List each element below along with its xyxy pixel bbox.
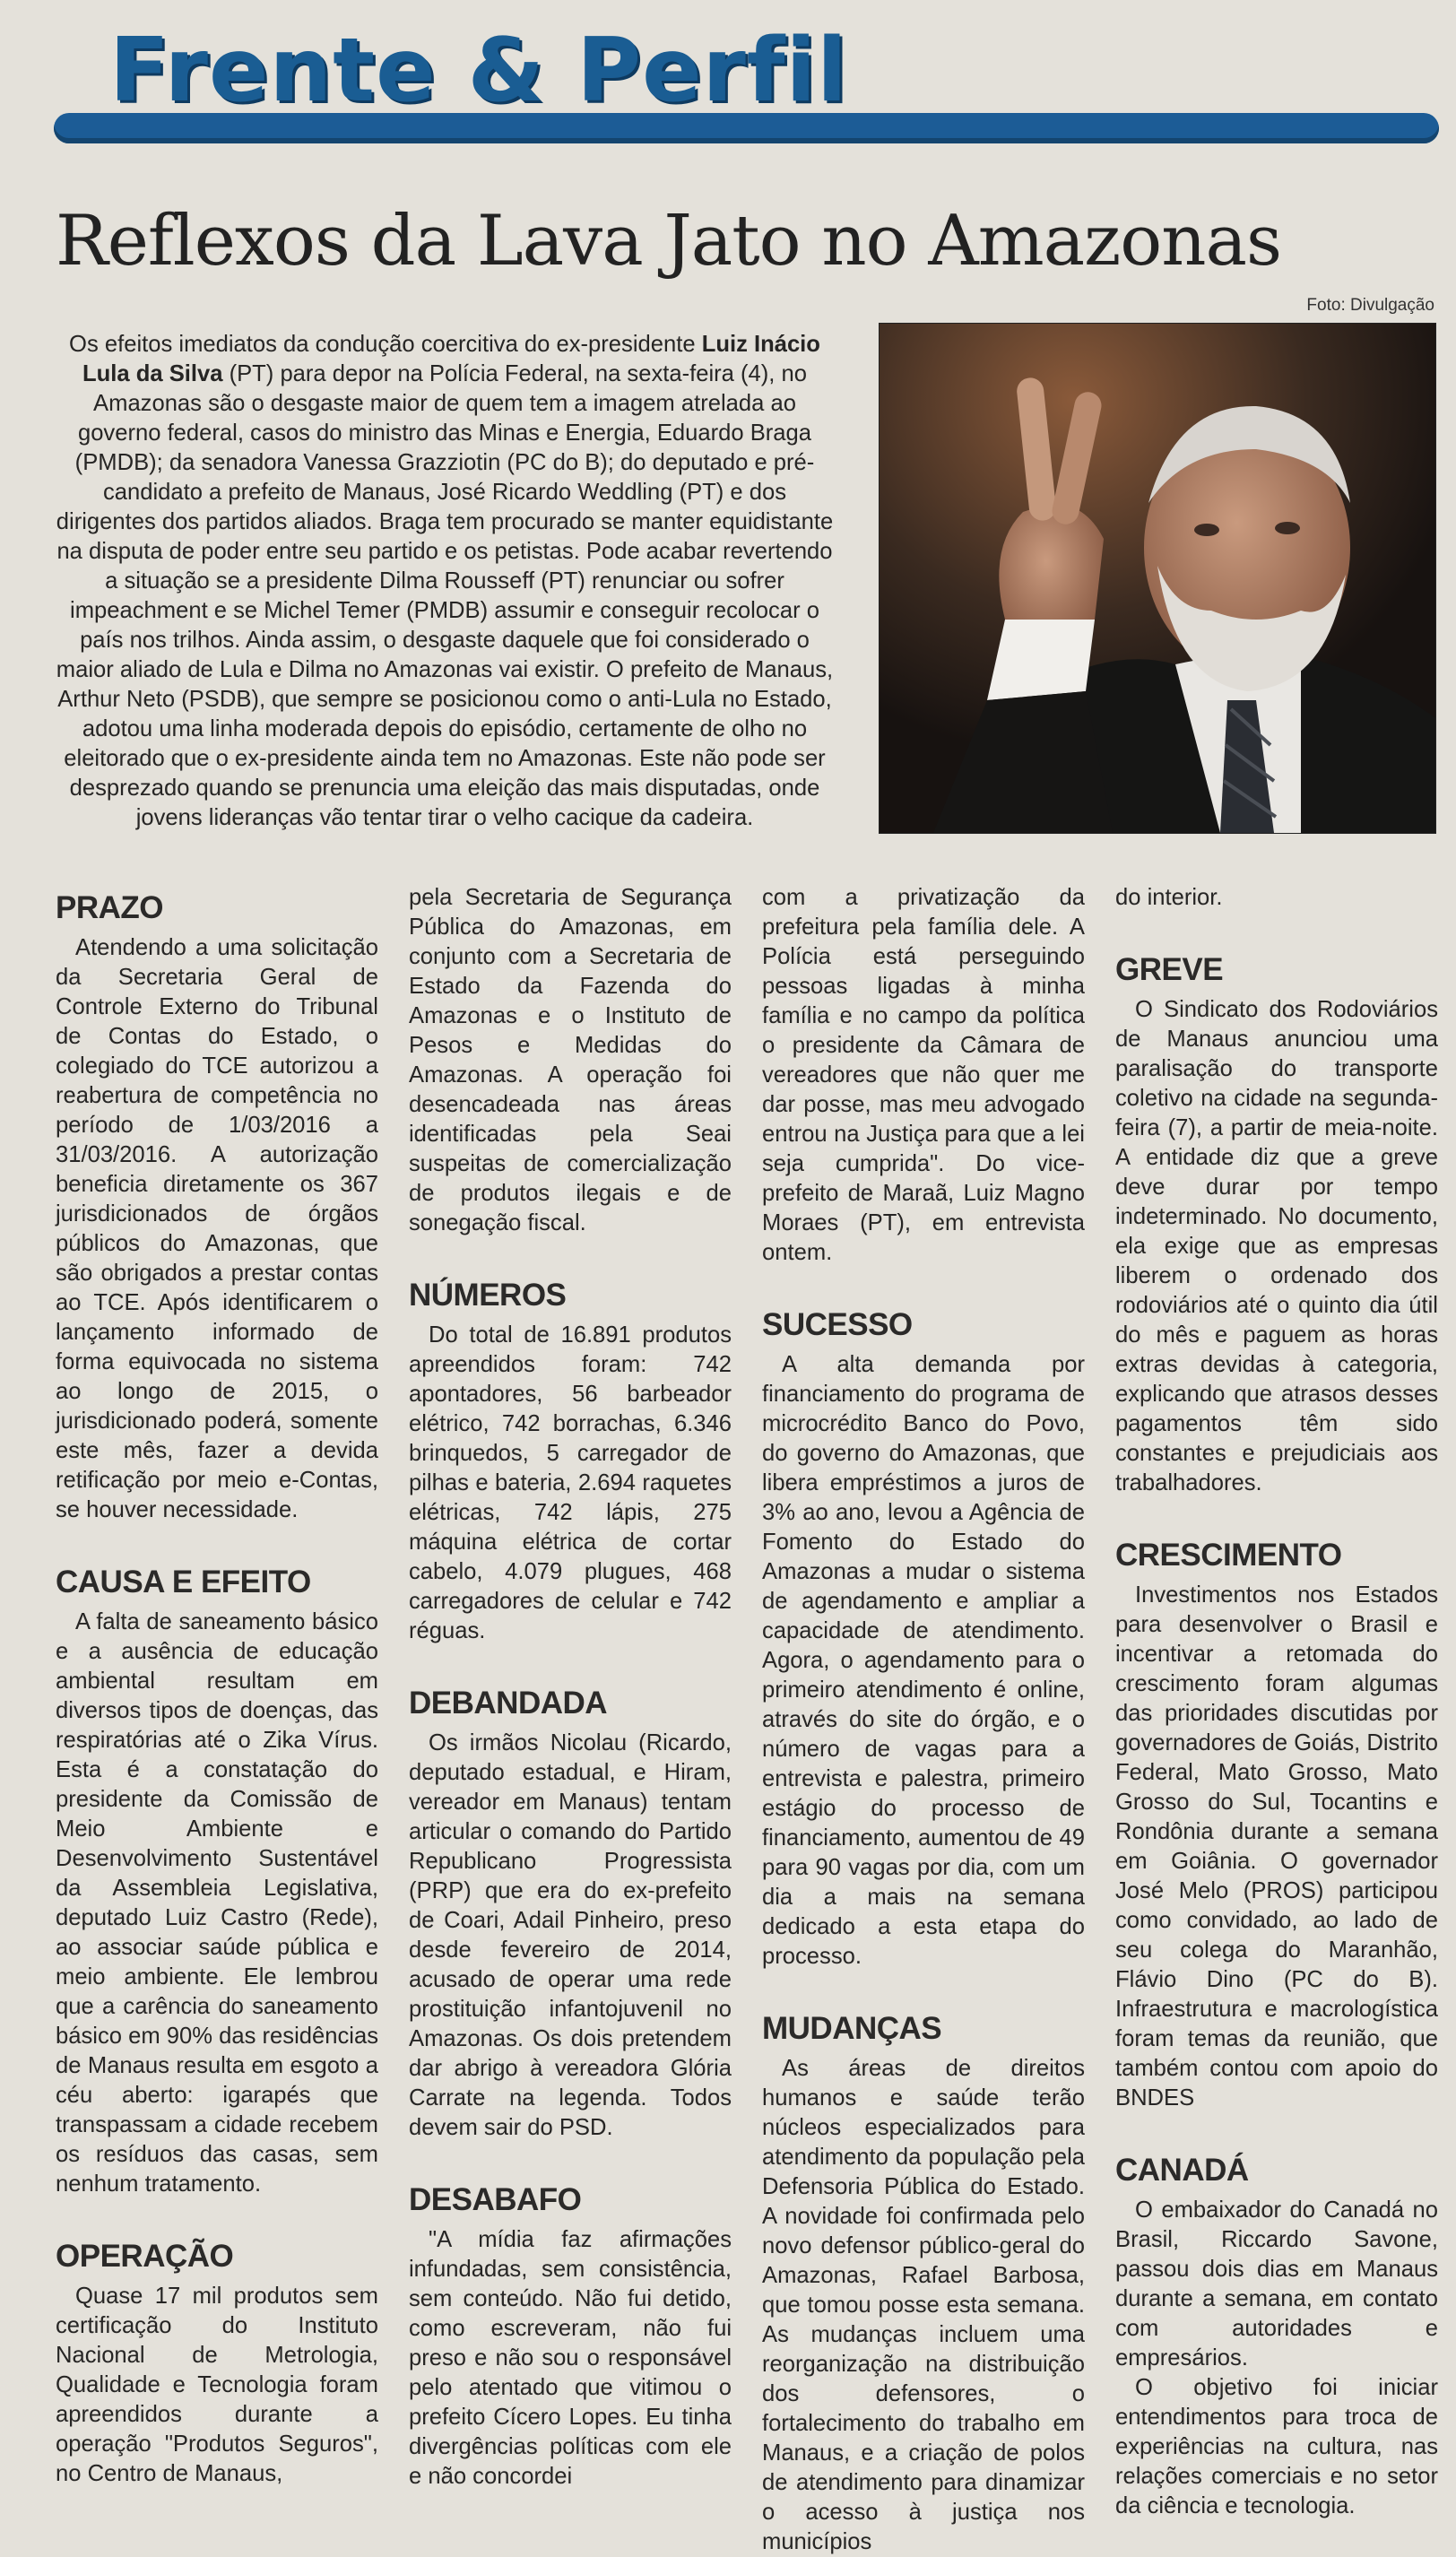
text-prazo: Atendendo a uma solicitação da Secretaria Geral de Controle Externo do Tribunal de Contas do Estado, o colegiado do TCE autorizou a reabertura de competência no período de 1/03/2016 a 31/03/2016. A autorização beneficia diretamente os 367 jurisdicionados de órgãos públicos do Amazonas, que são obrigados a prestar contas ao TCE. Após identificarem o lançamento informado de forma equivocada no sistema ao longo de 2015, o jurisdicionado poderá, somente este mês, fazer a devida retificação por meio e-Contas, se houver necessidade. — [56, 935, 378, 1522]
heading-desabafo: DESABAFO — [409, 2182, 582, 2217]
lead-paragraph — [56, 330, 834, 833]
text-debandada: Os irmãos Nicolau (Ricardo, deputado estadual, e Hiram, vereador em Manaus) tentam articular o comando do Partido Republicano Progressista (PRP) que era do ex-prefeito de Coari, Adail Pinheiro, preso desde fevereiro de 2014, acusado de operar uma rede prostituição infantojuvenil no Amazonas. Os dois pretendem dar abrigo à vereadora Glória Carrate na legenda. Todos devem sair do PSD. — [409, 1730, 732, 2140]
text-causa: A falta de saneamento básico e a ausência de educação ambiental resultam em diversos tipos de doenças, das respiratórias até o Zika Vírus. Esta é a constatação do presidente da Comissão de Meio Ambiente e Desenvolvimento Sustentável da Assembleia Legislativa, deputado Luiz Castro (Rede), ao associar saúde pública e meio ambiente. Ele lembrou que a carência do saneamento básico em 90% das residências de Manaus resulta em esgoto a céu aberto: igarapés que transpassam a cidade recebem os resíduos das casas, sem nenhum tratamento. — [56, 1609, 378, 2197]
column-2 — [409, 883, 732, 2492]
heading-mudancas: MUDANÇAS — [762, 2011, 942, 2046]
heading-crescimento: CRESCIMENTO — [1115, 1538, 1342, 1573]
heading-causa: CAUSA E EFEITO — [56, 1565, 311, 1599]
heading-operacao: OPERAÇÃO — [56, 2239, 234, 2274]
text-canada: O embaixador do Canadá no Brasil, Riccardo Savone, passou dois dias em Manaus durante a semana, em contato com autoridades e empresários. — [1115, 2197, 1438, 2371]
heading-prazo: PRAZO — [56, 890, 163, 925]
text-desabafo: "A mídia faz afirmações infundadas, sem consistência, sem conteúdo. Não fui detido, como escreveram, não fui preso e não sou o responsável pelo atentado que vitimou o prefeito Cícero Lopes. Eu tinha divergências políticas com ele e não concordei — [409, 2227, 732, 2489]
text-desabafo-continued: com a privatização da prefeitura pela família dele. A Polícia está perseguindo pessoas ligadas à minha família e no campo da política o presidente da Câmara de vereadores que não quer me dar posse, mas meu advogado entrou na Justiça para que a lei seja cumprida". Do vice-prefeito de Maraã, Luiz Magno Moraes (PT), em entrevista ontem. — [762, 885, 1085, 1265]
heading-sucesso: SUCESSO — [762, 1307, 913, 1342]
text-mudancas-continued: do interior. — [1115, 885, 1223, 910]
column-3 — [762, 883, 1085, 2557]
photo-credit: Foto: Divulgação — [1306, 296, 1434, 315]
text-operacao: Quase 17 mil produtos sem certificação do Instituto Nacional de Metrologia, Qualidade e Tecnologia foram apreendidos durante a operação "Produtos Seguros", no Centro de Manaus, — [56, 2284, 378, 2486]
heading-numeros: NÚMEROS — [409, 1278, 567, 1313]
lula-photo — [879, 323, 1436, 834]
text-greve: O Sindicato dos Rodoviários de Manaus anunciou uma paralisação do transporte coletivo na cidade na segunda-feira (7), a partir de meia-noite. A entidade diz que a greve deve durar por tempo indeterminado. No documento, ela exige que as empresas liberem o ordenado dos rodoviários até o quinto dia útil do mês e paguem as horas extras devidas à categoria, explicando que atrasos desses pagamentos têm sido constantes e prejudiciais aos trabalhadores. — [1115, 997, 1438, 1495]
lead-post: (PT) para depor na Polícia Federal, na sexta-feira (4), no Amazonas são o desgaste maior de quem tem a imagem atrelada ao governo federal, casos do ministro das Minas e Energia, Eduardo Braga (PMDB); da senadora Vanessa Grazziotin (PC do B); do deputado e pré-candidato a prefeito de Manaus, José Ricardo Weddling (PT) e dos dirigentes dos partidos aliados. Braga tem procurado se manter equidistante na disputa de poder entre seu partido e os petistas. Pode acabar revertendo a situação se a presidente Dilma Rousseff (PT) renunciar ou sofrer impeachment e se Michel Temer (PMDB) assumir e conseguir recolocar o país nos trilhos. Ainda assim, o desgaste daquele que foi considerado o maior aliado de Lula e Dilma no Amazonas vai existir. O prefeito de Manaus, Arthur Neto (PSDB), que sempre se posicionou como o anti-Lula no Estado, adotou uma linha moderada depois do episódio, certamente de olho no eleitorado que o ex-presidente ainda tem no Amazonas. Este não pode ser desprezado quando se prenuncia uma eleição das mais disputadas, onde jovens lideranças vão tentar tirar o velho cacique da cadeira. — [56, 361, 834, 830]
lead-pre: Os efeitos imediatos da condução coercitiva do ex-presidente — [69, 332, 702, 357]
column-4 — [1115, 883, 1438, 2521]
photo-illustration — [880, 324, 1435, 833]
section-header — [54, 16, 1439, 160]
headline: Reflexos da Lava Jato no Amazonas — [56, 201, 1282, 282]
section-title: Frente & Perfil — [109, 20, 848, 122]
column-1 — [56, 883, 378, 2489]
lead-name: Luiz Inácio Lula da Silva — [82, 332, 820, 386]
text-operacao-continued: pela Secretaria de Segurança Pública do Amazonas, em conjunto com a Secretaria de Estado da Fazenda do Amazonas e o Instituto de Pesos e Medidas do Amazonas. A operação foi desencadeada nas áreas identificadas pela Seai suspeitas de comercialização de produtos ilegais e de sonegação fiscal. — [409, 885, 732, 1235]
heading-greve: GREVE — [1115, 952, 1224, 987]
text-mudancas: As áreas de direitos humanos e saúde terão núcleos especializados para atendimento da população pela Defensoria Pública do Estado. A novidade foi confirmada pelo novo defensor público-geral do Amazonas, Rafael Barbosa, que tomou posse esta semana. As mudanças incluem uma reorganização na distribuição dos defensores, o fortalecimento do trabalho em Manaus, e a criação de polos de atendimento para dinamizar o acesso à justiça nos municípios — [762, 2056, 1085, 2554]
text-canada-2: O objetivo foi iniciar entendimentos para troca de experiências na cultura, nas relações comerciais e no setor da ciência e tecnologia. — [1115, 2375, 1438, 2518]
text-numeros: Do total de 16.891 produtos apreendidos foram: 742 apontadores, 56 barbeador elétrico, 742 borrachas, 6.346 brinquedos, 5 carregador de pilhas e bateria, 2.694 raquetes elétricas, 742 lápis, 275 máquina elétrica de cortar cabelo, 4.079 plugues, 468 carregadores de celular e 742 réguas. — [409, 1322, 732, 1643]
text-crescimento: Investimentos nos Estados para desenvolver o Brasil e incentivar a retomada do crescimento foram algumas das prioridades discutidas por governadores de Goiás, Distrito Federal, Mato Grosso, Mato Grosso do Sul, Tocantins e Rondônia durante a semana em Goiânia. O governador José Melo (PROS) participou como convidado, ao lado de seu colega do Maranhão, Flávio Dino (PC do B). Infraestrutura e macrologística foram temas da reunião, que também contou com apoio do BNDES — [1115, 1582, 1438, 2111]
text-sucesso: A alta demanda por financiamento do programa de microcrédito Banco do Povo, do governo do Amazonas, que libera empréstimos a juros de 3% ao ano, levou a Agência de Fomento do Estado do Amazonas a mudar o sistema de agendamento e ampliar a capacidade de atendimento. Agora, o agendamento para o primeiro atendimento é online, através do site do órgão, e o número de vagas para a entrevista e palestra, primeiro estágio do processo de financiamento, aumentou de 49 para 90 vagas por dia, com um dia a mais na semana dedicado a esta etapa do processo. — [762, 1352, 1085, 1969]
heading-debandada: DEBANDADA — [409, 1686, 608, 1721]
heading-canada: CANADÁ — [1115, 2153, 1249, 2188]
